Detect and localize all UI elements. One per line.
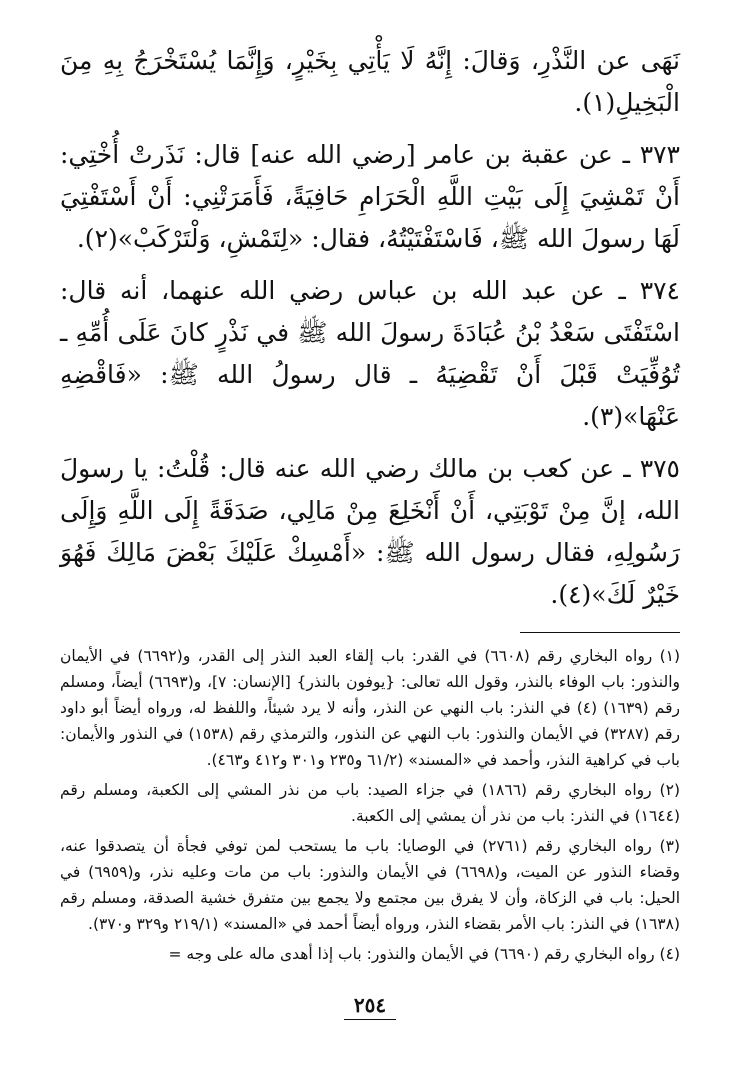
footnote-3: (٣) رواه البخاري رقم (٢٧٦١) في الوصايا: باب ما يستحب لمن توفي فجأة أن يتصدقوا عنه، وقضاء النذور عن الميت، و(٦٦٩٨) في الأيمان والنذور: باب من مات وعليه نذر، و(٦٩٥٩) في الحيل: باب في الزكاة، وأن لا يفرق بين مجتمع ولا يجمع بين متفرق خشية الصدقة، ومسلم رقم (١٦٣٨) في النذر: باب الأمر بقضاء النذر، ورواه أيضاً أحمد في «المسند» (٢١٩/١ و٣٢٩ و٣٧٠).	[60, 837, 681, 933]
footnote-divider	[520, 632, 680, 633]
footnote-4: (٤) رواه البخاري رقم (٦٦٩٠) في الأيمان والنذور: باب إذا أهدى ماله على وجه =	[168, 945, 680, 963]
footnote-1: (١) رواه البخاري رقم (٦٦٠٨) في القدر: باب إلقاء العبد النذر إلى القدر، و(٦٦٩٢) في الأيمان والنذور: باب الوفاء بالنذر، وقول الله تعالى: {يوفون بالنذر} [الإنسان: ٧]، و(٦٦٩٣) أيضاً، ومسلم رقم (١٦٣٩) (٤) في النذر: باب النهي عن النذر، وأنه لا يرد شيئاً، واللفظ له، ورواه أيضاً أبو داود رقم (٣٢٨٧) في الأيمان والنذور: باب النهي عن النذور، والترمذي رقم (١٥٣٨) في النذور والأيمان: باب في كراهية النذر، وأحمد في «المسند» (٦١/٢ و٢٣٥ و٣٠١ و٤١٢ و٤٦٣).	[60, 647, 681, 769]
main-text	[60, 40, 680, 616]
hadith-375: ٣٧٥ ـ عن كعب بن مالك رضي الله عنه قال: قُلْتُ: يا رسولَ الله، إنَّ مِنْ تَوْبَتِي، أَنْ أَنْخَلِعَ مِنْ مَالِي، صَدَقَةً إِلَى اللَّهِ وَإِلَى رَسُولِهِ، فقال رسول الله ﷺ: «أَمْسِكْ عَلَيْكَ بَعْضَ مَالِكَ فَهُوَ خَيْرٌ لَكَ»(٤).	[60, 454, 680, 609]
footnote-2: (٢) رواه البخاري رقم (١٨٦٦) في جزاء الصيد: باب من نذر المشي إلى الكعبة، ومسلم رقم (١٦٤٤) في النذر: باب من نذر أن يمشي إلى الكعبة.	[60, 781, 680, 825]
footnotes	[60, 643, 680, 967]
book-page	[60, 40, 680, 1020]
hadith-374: ٣٧٤ ـ عن عبد الله بن عباس رضي الله عنهما، أنه قال: اسْتَفْتَى سَعْدُ بْنُ عُبَادَةَ رسولَ الله ﷺ في نَذْرٍ كانَ عَلَى أُمِّهِ ـ تُوُفِّيَتْ قَبْلَ أَنْ تَقْضِيَهُ ـ قال رسولُ الله ﷺ: «فَاقْضِهِ عَنْهَا»(٣).	[60, 276, 680, 431]
hadith-373: ٣٧٣ ـ عن عقبة بن عامر [رضي الله عنه] قال: نَذَرتْ أُخْتِي: أَنْ تَمْشِيَ إِلَى بَيْتِ اللَّهِ الْحَرَامِ حَافِيَةً، فَأَمَرَتْنِي: أَنْ أَسْتَفْتِيَ لَهَا رسولَ الله ﷺ، فَاسْتَفْتَيْتُهُ، فقال: «لِتَمْشِ، وَلْتَرْكَبْ»(٢).	[60, 140, 680, 253]
page-number	[60, 993, 680, 1020]
paragraph-continuation: نَهَى عن النَّذْرِ، وَقالَ: إِنَّهُ لَا يَأْتِي بِخَيْرٍ، وَإِنَّمَا يُسْتَخْرَجُ بِهِ مِنَ الْبَخِيلِ(١).	[60, 46, 680, 117]
page-number-value: ٢٥٤	[344, 993, 396, 1020]
